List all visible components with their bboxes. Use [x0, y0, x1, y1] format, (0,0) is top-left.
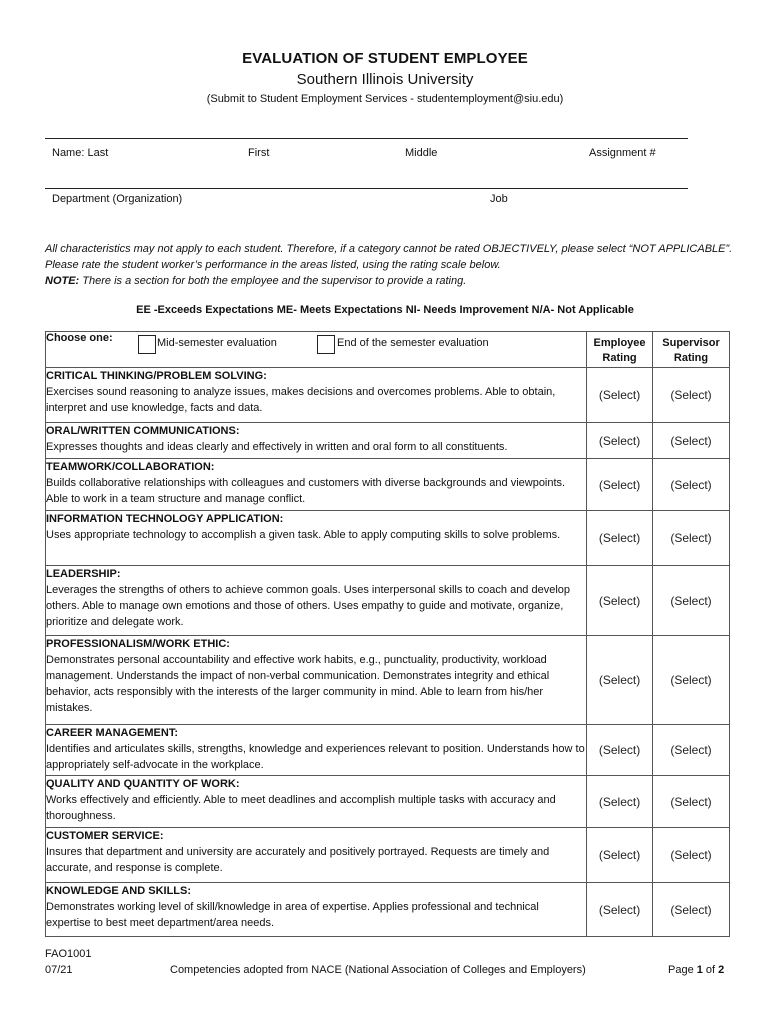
mid-semester-checkbox[interactable]	[138, 335, 156, 354]
employee-rating-header: Employee Rating	[587, 332, 653, 368]
page-total: 2	[718, 964, 725, 976]
supervisor-rating-select[interactable]: (Select)	[653, 636, 730, 725]
submit-note: (Submit to Student Employment Services - studentemployment@siu.edu)	[206, 93, 564, 105]
instructions	[45, 241, 735, 289]
note-text: There is a section for both the employee and the supervisor to provide a rating.	[79, 275, 467, 287]
criterion-title: CRITICAL THINKING/PROBLEM SOLVING:	[46, 370, 267, 382]
table-header-row	[46, 332, 730, 368]
criterion-title: TEAMWORK/COLLABORATION:	[46, 461, 215, 473]
supervisor-rating-select[interactable]: (Select)	[653, 883, 730, 937]
criterion-row	[46, 368, 730, 423]
evaluation-period-cell	[46, 332, 587, 368]
criterion-cell	[46, 368, 587, 423]
page-prefix: Page	[668, 964, 697, 976]
supervisor-rating-select[interactable]: (Select)	[653, 828, 730, 883]
first-name-label: First	[248, 147, 270, 159]
supervisor-rating-select[interactable]: (Select)	[653, 459, 730, 511]
criterion-title: PROFESSIONALISM/WORK ETHIC:	[46, 638, 230, 650]
page-of: of	[702, 964, 719, 976]
criterion-row	[46, 636, 730, 725]
criterion-row	[46, 776, 730, 828]
supervisor-rating-select[interactable]: (Select)	[653, 776, 730, 828]
employee-rating-select[interactable]: (Select)	[587, 883, 653, 937]
criterion-description: Insures that department and university are accurately and positively portrayed. Requests are timely and accurate, and response is complete.	[46, 846, 550, 874]
criterion-description: Builds collaborative relationships with colleagues and customers with diverse backgrounds and viewpoints. Able to work in a team structure and manage conflict.	[46, 477, 566, 505]
end-semester-label: End of the semester evaluation	[337, 337, 489, 349]
criterion-cell	[46, 423, 587, 459]
competencies-note: Competencies adopted from NACE (National Association of Colleges and Employers)	[170, 964, 586, 976]
criterion-description: Works effectively and efficiently. Able to meet deadlines and accomplish multiple tasks with accuracy and thoroughness.	[46, 794, 556, 822]
rating-legend: EE -Exceeds Expectations ME- Meets Expectations NI- Needs Improvement N/A- Not Applicable	[136, 304, 634, 316]
criterion-description: Identifies and articulates skills, strengths, knowledge and experiences relevant to position. Understands how to appropriately self-advocate in the workplace.	[46, 743, 585, 771]
supervisor-rating-select[interactable]: (Select)	[653, 566, 730, 636]
job-label: Job	[490, 193, 508, 205]
department-line	[45, 188, 688, 189]
criterion-title: CUSTOMER SERVICE:	[46, 830, 164, 842]
instructions-text: All characteristics may not apply to each student. Therefore, if a category cannot be rated OBJECTIVELY, please select “NOT APPLICABLE”. Please rate the student worker’s performance in the areas listed, using the rating scale below.	[45, 243, 733, 271]
criterion-description: Exercises sound reasoning to analyze issues, makes decisions and overcomes problems. Able to obtain, interpret and use knowledge, facts and data.	[46, 386, 556, 414]
criterion-row	[46, 459, 730, 511]
criterion-cell	[46, 828, 587, 883]
supervisor-rating-select[interactable]: (Select)	[653, 725, 730, 776]
mid-semester-label: Mid-semester evaluation	[157, 337, 277, 349]
middle-name-label: Middle	[405, 147, 438, 159]
form-title: EVALUATION OF STUDENT EMPLOYEE	[242, 50, 528, 67]
department-label: Department (Organization)	[52, 193, 183, 205]
criterion-row	[46, 883, 730, 937]
criterion-row	[46, 725, 730, 776]
supervisor-rating-select[interactable]: (Select)	[653, 368, 730, 423]
criterion-cell	[46, 636, 587, 725]
employee-rating-select[interactable]: (Select)	[587, 459, 653, 511]
criterion-cell	[46, 511, 587, 566]
name-line	[45, 138, 688, 139]
form-code: FAO1001	[45, 948, 92, 960]
employee-rating-select[interactable]: (Select)	[587, 511, 653, 566]
supervisor-rating-header: Supervisor Rating	[653, 332, 730, 368]
employee-rating-select[interactable]: (Select)	[587, 368, 653, 423]
supervisor-rating-select[interactable]: (Select)	[653, 511, 730, 566]
employee-rating-select[interactable]: (Select)	[587, 566, 653, 636]
criterion-title: KNOWLEDGE AND SKILLS:	[46, 885, 192, 897]
employee-rating-select[interactable]: (Select)	[587, 423, 653, 459]
employee-rating-select[interactable]: (Select)	[587, 828, 653, 883]
criterion-description: Leverages the strengths of others to achieve common goals. Uses interpersonal skills to coach and develop others. Able to manage own emotions and those of others. Uses empathy to guide and motivate, organize, prioritize and delegate work.	[46, 584, 571, 628]
criterion-cell	[46, 566, 587, 636]
note-label: NOTE:	[45, 275, 80, 287]
name-last-label: Name: Last	[52, 147, 109, 159]
criterion-row	[46, 511, 730, 566]
employee-rating-select[interactable]: (Select)	[587, 776, 653, 828]
evaluation-table	[45, 331, 730, 937]
criterion-cell	[46, 883, 587, 937]
criterion-row	[46, 566, 730, 636]
criterion-title: LEADERSHIP:	[46, 568, 121, 580]
form-date: 07/21	[45, 964, 73, 976]
assignment-label: Assignment #	[589, 147, 656, 159]
criterion-title: CAREER MANAGEMENT:	[46, 727, 178, 739]
criterion-description: Demonstrates personal accountability and effective work habits, e.g., punctuality, productivity, workload management. Understands the impact of non-verbal communication. Demonstrates integrity and ethical behavior, acts responsibly with the interests of the larger community in mind. Able to learn from his/her mistakes.	[46, 654, 550, 714]
criterion-title: QUALITY AND QUANTITY OF WORK:	[46, 778, 240, 790]
criterion-cell	[46, 776, 587, 828]
choose-one-label: Choose one:	[46, 332, 113, 344]
criterion-title: ORAL/WRITTEN COMMUNICATIONS:	[46, 425, 240, 437]
supervisor-rating-select[interactable]: (Select)	[653, 423, 730, 459]
criterion-cell	[46, 725, 587, 776]
criterion-title: INFORMATION TECHNOLOGY APPLICATION:	[46, 513, 284, 525]
criterion-row	[46, 423, 730, 459]
criterion-row	[46, 828, 730, 883]
university-name: Southern Illinois University	[296, 71, 474, 88]
employee-rating-select[interactable]: (Select)	[587, 725, 653, 776]
page-number	[668, 964, 724, 976]
criterion-cell	[46, 459, 587, 511]
employee-rating-select[interactable]: (Select)	[587, 636, 653, 725]
page-current: 1	[696, 964, 703, 976]
end-semester-checkbox[interactable]	[317, 335, 335, 354]
criterion-description: Demonstrates working level of skill/knowledge in area of expertise. Applies professional and technical expertise to best meet department/area needs.	[46, 901, 539, 929]
criterion-description: Uses appropriate technology to accomplish a given task. Able to apply computing skills to solve problems.	[46, 529, 561, 541]
criterion-description: Expresses thoughts and ideas clearly and effectively in written and oral form to all constituents.	[46, 441, 508, 453]
